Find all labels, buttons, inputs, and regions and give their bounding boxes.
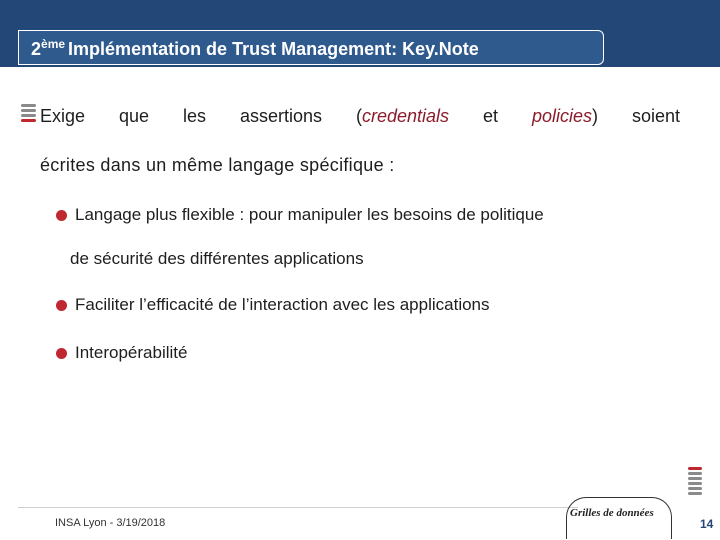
sub-bullet-1-line-1: Langage plus flexible : pour manipuler les besoins de politique xyxy=(75,205,544,224)
sub-bullet-1-line-2: de sécurité des différentes applications xyxy=(70,249,364,268)
footer-divider xyxy=(18,507,578,508)
credentials-term: credentials xyxy=(361,106,450,126)
title-superscript: ème xyxy=(41,37,66,51)
policies-term: policies xyxy=(531,106,593,126)
page-number: 14 xyxy=(700,517,714,531)
sub-bullet-3: Interopérabilité xyxy=(75,343,188,362)
title-text: Implémentation de Trust Management: Key.Note xyxy=(68,39,479,59)
main-bullet-line-1 xyxy=(40,106,680,127)
grilles-logo-text: Grilles de données xyxy=(570,507,654,519)
corner-stack-icon xyxy=(688,467,702,497)
sub-bullet-2: Faciliter l’efficacité de l’interaction avec les applications xyxy=(75,295,490,314)
main-bullet-text-3: ) soient xyxy=(592,106,681,126)
sub-bullet-dot-1 xyxy=(56,210,67,221)
sub-bullet-dot-3 xyxy=(56,348,67,359)
sub-bullet-dot-2 xyxy=(56,300,67,311)
main-bullet-text-2: et xyxy=(449,106,532,126)
title-box xyxy=(18,30,604,65)
main-bullet-line-2: écrites dans un même langage spécifique : xyxy=(40,155,395,175)
bullet-stack-icon xyxy=(21,104,36,124)
title-number: 2 xyxy=(31,39,42,59)
slide-title xyxy=(31,37,479,60)
footer-institution-date: INSA Lyon - 3/19/2018 xyxy=(55,517,166,529)
main-bullet-text-1: Exige que les assertions ( xyxy=(40,106,362,126)
